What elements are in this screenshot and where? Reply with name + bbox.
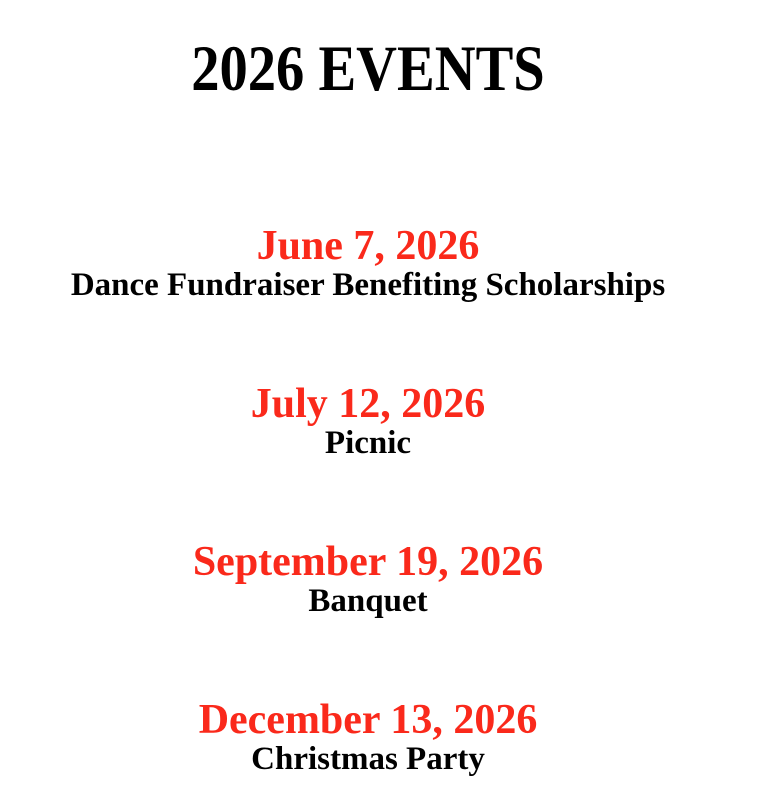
event-date: June 7, 2026 (256, 223, 480, 269)
page-title: 2026 EVENTS (191, 33, 545, 105)
event-date: December 13, 2026 (198, 697, 538, 743)
event-item (0, 383, 736, 460)
event-description: Picnic (324, 425, 412, 461)
event-description: Banquet (308, 583, 428, 619)
event-item (0, 699, 736, 776)
event-description: Dance Fundraiser Benefiting Scholarships (70, 267, 666, 303)
event-date: July 12, 2026 (250, 381, 486, 427)
event-item (0, 541, 736, 618)
event-description: Christmas Party (251, 741, 485, 777)
event-item (0, 225, 736, 302)
event-date: September 19, 2026 (192, 539, 544, 585)
events-list (0, 225, 736, 776)
